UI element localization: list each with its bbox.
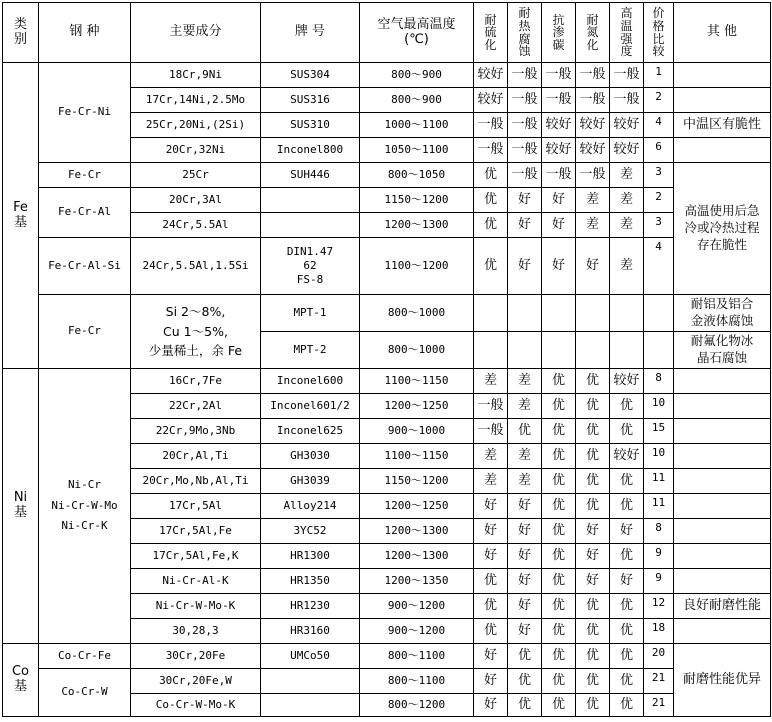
nitr-cell: 优: [576, 594, 610, 619]
header-temp: 空气最高温度 (℃): [360, 3, 474, 63]
composition-cell: Ni-Cr-W-Mo-K: [131, 594, 261, 619]
price-cell: 10: [644, 394, 674, 419]
composition-cell: 22Cr,9Mo,3Nb: [131, 419, 261, 444]
sulfur-cell: 好: [474, 544, 508, 569]
price-cell: 20: [644, 644, 674, 669]
temp-cell: 900～1200: [360, 594, 474, 619]
sulfur-cell: 较好: [474, 63, 508, 88]
grade-cell: HR1350: [261, 569, 360, 594]
temp-cell: 900～1000: [360, 419, 474, 444]
temp-cell: 1100～1150: [360, 444, 474, 469]
composition-cell: 17Cr,14Ni,2.5Mo: [131, 88, 261, 113]
temp-cell: 1150～1200: [360, 188, 474, 213]
steel-fecralsi: Fe-Cr-Al-Si: [39, 238, 131, 295]
steel-cocrw: Co-Cr-W: [39, 669, 131, 717]
hotcorr-cell: 好: [508, 238, 542, 295]
note-cell: [674, 519, 771, 544]
temp-cell: 800～1100: [360, 644, 474, 669]
grade-cell: GH3030: [261, 444, 360, 469]
nitr-cell: 优: [576, 369, 610, 394]
strength-cell: 一般: [610, 88, 644, 113]
carb-cell: 优: [542, 369, 576, 394]
sulfur-cell: 一般: [474, 113, 508, 138]
composition-cell: 18Cr,9Ni: [131, 63, 261, 88]
strength-cell: 优: [610, 544, 644, 569]
carb-cell: 优: [542, 594, 576, 619]
hotcorr-cell: 好: [508, 213, 542, 238]
sulfur-cell: 差: [474, 469, 508, 494]
strength-cell: 优: [610, 619, 644, 644]
nitr-cell: 好: [576, 544, 610, 569]
nitr-cell: 优: [576, 619, 610, 644]
grade-cell: 3YC52: [261, 519, 360, 544]
header-nitr: 耐 氮 化: [576, 3, 610, 63]
sulfur-cell: 一般: [474, 394, 508, 419]
header-grade: 牌 号: [261, 3, 360, 63]
table-row: [3, 369, 771, 394]
temp-cell: 800～1050: [360, 163, 474, 188]
composition-cell: 20Cr,Al,Ti: [131, 444, 261, 469]
header-hotcorr: 耐 热 腐 蚀: [508, 3, 542, 63]
sulfur-cell: 优: [474, 163, 508, 188]
hotcorr-cell: [508, 295, 542, 332]
table-row: [3, 188, 771, 213]
carb-cell: 较好: [542, 138, 576, 163]
hotcorr-cell: 好: [508, 619, 542, 644]
note-cell: [674, 138, 771, 163]
price-cell: 2: [644, 188, 674, 213]
nitr-cell: 优: [576, 694, 610, 717]
price-cell: 2: [644, 88, 674, 113]
price-cell: 21: [644, 694, 674, 717]
group-ni: Ni 基: [3, 369, 39, 644]
grade-cell: MPT-2: [261, 332, 360, 369]
nitr-cell: 一般: [576, 88, 610, 113]
carb-cell: 一般: [542, 63, 576, 88]
composition-cell: 30Cr,20Fe,W: [131, 669, 261, 694]
strength-cell: 优: [610, 594, 644, 619]
price-cell: 10: [644, 444, 674, 469]
price-cell: 3: [644, 213, 674, 238]
steel-fecrni: Fe-Cr-Ni: [39, 63, 131, 163]
nitr-cell: 优: [576, 394, 610, 419]
note-cell: [674, 544, 771, 569]
carb-cell: 优: [542, 419, 576, 444]
header-sulfur: 耐 硫 化: [474, 3, 508, 63]
temp-cell: 1200～1250: [360, 494, 474, 519]
carb-cell: 一般: [542, 163, 576, 188]
grade-cell: HR1230: [261, 594, 360, 619]
temp-cell: 1100～1150: [360, 369, 474, 394]
sulfur-cell: 一般: [474, 419, 508, 444]
steel-cocrfe: Co-Cr-Fe: [39, 644, 131, 669]
steel-ni: Ni-Cr Ni-Cr-W-Mo Ni-Cr-K: [39, 369, 131, 644]
price-cell: 6: [644, 138, 674, 163]
strength-cell: 较好: [610, 369, 644, 394]
nitr-cell: 好: [576, 569, 610, 594]
price-cell: 1: [644, 63, 674, 88]
temp-cell: 1000～1100: [360, 113, 474, 138]
grade-cell: [261, 188, 360, 213]
strength-cell: 差: [610, 188, 644, 213]
temp-cell: 900～1200: [360, 619, 474, 644]
temp-cell: 1200～1300: [360, 519, 474, 544]
grade-cell: Inconel601/2: [261, 394, 360, 419]
note-midtemp: 中温区有脆性: [674, 113, 771, 138]
note-cell: [674, 444, 771, 469]
composition-cell: 24Cr,5.5Al: [131, 213, 261, 238]
carb-cell: 优: [542, 694, 576, 717]
composition-cell: 25Cr: [131, 163, 261, 188]
composition-cell: Ni-Cr-Al-K: [131, 569, 261, 594]
composition-cell: 30,28,3: [131, 619, 261, 644]
note-fluor: 耐氟化物冰 晶石腐蚀: [674, 332, 771, 369]
carb-cell: 优: [542, 444, 576, 469]
note-cell: [674, 619, 771, 644]
sulfur-cell: 优: [474, 238, 508, 295]
composition-cell: 17Cr,5Al,Fe,K: [131, 544, 261, 569]
hotcorr-cell: 好: [508, 519, 542, 544]
hotcorr-cell: 好: [508, 188, 542, 213]
grade-cell: Alloy214: [261, 494, 360, 519]
price-cell: 8: [644, 519, 674, 544]
carb-cell: 优: [542, 469, 576, 494]
nitr-cell: 优: [576, 469, 610, 494]
composition-cell: 17Cr,5Al,Fe: [131, 519, 261, 544]
table-row: [3, 669, 771, 694]
price-cell: [644, 332, 674, 369]
strength-cell: 好: [610, 519, 644, 544]
sulfur-cell: 较好: [474, 88, 508, 113]
temp-cell: 1050～1100: [360, 138, 474, 163]
price-cell: 21: [644, 669, 674, 694]
nitr-cell: 优: [576, 444, 610, 469]
header-steel: 钢 种: [39, 3, 131, 63]
strength-cell: 优: [610, 669, 644, 694]
alloy-comparison-table: [2, 2, 771, 717]
nitr-cell: 好: [576, 238, 610, 295]
strength-cell: 差: [610, 238, 644, 295]
carb-cell: [542, 332, 576, 369]
note-wear-co: 耐磨性能优异: [674, 644, 771, 717]
hotcorr-cell: 差: [508, 469, 542, 494]
price-cell: 9: [644, 569, 674, 594]
strength-cell: 优: [610, 394, 644, 419]
grade-cell: HR3160: [261, 619, 360, 644]
nitr-cell: 优: [576, 669, 610, 694]
carb-cell: 好: [542, 238, 576, 295]
carb-cell: 优: [542, 544, 576, 569]
sulfur-cell: 优: [474, 569, 508, 594]
header-carb: 抗 渗 碳: [542, 3, 576, 63]
header-row: [3, 3, 771, 63]
composition-cell: 17Cr,5Al: [131, 494, 261, 519]
table-row: [3, 644, 771, 669]
note-cell: [674, 469, 771, 494]
hotcorr-cell: 好: [508, 544, 542, 569]
temp-cell: 1150～1200: [360, 469, 474, 494]
strength-cell: 优: [610, 419, 644, 444]
note-cell: [674, 63, 771, 88]
grade-cell: [261, 669, 360, 694]
price-cell: 9: [644, 544, 674, 569]
strength-cell: [610, 295, 644, 332]
nitr-cell: [576, 295, 610, 332]
strength-cell: 较好: [610, 138, 644, 163]
nitr-cell: 优: [576, 419, 610, 444]
sulfur-cell: 好: [474, 694, 508, 717]
composition-cell: Co-Cr-W-Mo-K: [131, 694, 261, 717]
temp-cell: 800～1100: [360, 669, 474, 694]
nitr-cell: 一般: [576, 163, 610, 188]
carb-cell: 优: [542, 569, 576, 594]
price-cell: 4: [644, 113, 674, 138]
hotcorr-cell: 一般: [508, 138, 542, 163]
table-row: [3, 238, 771, 295]
grade-cell: UMCo50: [261, 644, 360, 669]
sulfur-cell: 优: [474, 188, 508, 213]
note-cell: [674, 419, 771, 444]
composition-cell: Si 2～8%, Cu 1～5%, 少量稀土，余 Fe: [131, 295, 261, 369]
hotcorr-cell: 一般: [508, 63, 542, 88]
price-cell: 18: [644, 619, 674, 644]
composition-cell: 20Cr,3Al: [131, 188, 261, 213]
carb-cell: 好: [542, 188, 576, 213]
hotcorr-cell: 优: [508, 419, 542, 444]
price-cell: [644, 295, 674, 332]
hotcorr-cell: 差: [508, 394, 542, 419]
composition-cell: 20Cr,32Ni: [131, 138, 261, 163]
nitr-cell: 一般: [576, 63, 610, 88]
grade-cell: SUH446: [261, 163, 360, 188]
strength-cell: [610, 332, 644, 369]
sulfur-cell: 好: [474, 669, 508, 694]
composition-cell: 25Cr,20Ni,(2Si): [131, 113, 261, 138]
price-cell: 8: [644, 369, 674, 394]
header-category: 类 别: [3, 3, 39, 63]
grade-cell: GH3039: [261, 469, 360, 494]
strength-cell: 优: [610, 469, 644, 494]
strength-cell: 较好: [610, 444, 644, 469]
sulfur-cell: 差: [474, 369, 508, 394]
sulfur-cell: 优: [474, 213, 508, 238]
hotcorr-cell: [508, 332, 542, 369]
grade-cell: SUS304: [261, 63, 360, 88]
sulfur-cell: 好: [474, 494, 508, 519]
temp-cell: 1200～1300: [360, 544, 474, 569]
nitr-cell: [576, 332, 610, 369]
carb-cell: 优: [542, 394, 576, 419]
temp-cell: 800～1000: [360, 332, 474, 369]
nitr-cell: 差: [576, 188, 610, 213]
temp-cell: 1200～1350: [360, 569, 474, 594]
sulfur-cell: [474, 295, 508, 332]
carb-cell: 优: [542, 619, 576, 644]
note-cell: [674, 369, 771, 394]
grade-cell: [261, 213, 360, 238]
temp-cell: 800～900: [360, 88, 474, 113]
nitr-cell: 优: [576, 644, 610, 669]
strength-cell: 一般: [610, 63, 644, 88]
carb-cell: 一般: [542, 88, 576, 113]
grade-cell: Inconel800: [261, 138, 360, 163]
nitr-cell: 差: [576, 213, 610, 238]
hotcorr-cell: 差: [508, 444, 542, 469]
temp-cell: 800～1000: [360, 295, 474, 332]
hotcorr-cell: 优: [508, 694, 542, 717]
table-row: [3, 63, 771, 88]
price-cell: 15: [644, 419, 674, 444]
grade-cell: HR1300: [261, 544, 360, 569]
steel-fecral: Fe-Cr-Al: [39, 188, 131, 238]
sulfur-cell: 好: [474, 519, 508, 544]
strength-cell: 优: [610, 644, 644, 669]
temp-cell: 1200～1250: [360, 394, 474, 419]
composition-cell: 20Cr,Mo,Nb,Al,Ti: [131, 469, 261, 494]
strength-cell: 优: [610, 694, 644, 717]
grade-cell: Inconel600: [261, 369, 360, 394]
strength-cell: 差: [610, 213, 644, 238]
nitr-cell: 好: [576, 519, 610, 544]
price-cell: 11: [644, 469, 674, 494]
carb-cell: [542, 295, 576, 332]
carb-cell: 优: [542, 519, 576, 544]
nitr-cell: 较好: [576, 138, 610, 163]
note-cell: [674, 394, 771, 419]
hotcorr-cell: 一般: [508, 88, 542, 113]
hotcorr-cell: 好: [508, 494, 542, 519]
note-wear-ni: 良好耐磨性能: [674, 594, 771, 619]
strength-cell: 好: [610, 569, 644, 594]
steel-fecr: Fe-Cr: [39, 163, 131, 188]
grade-cell: DIN1.47 62 FS-8: [261, 238, 360, 295]
hotcorr-cell: 优: [508, 644, 542, 669]
sulfur-cell: 一般: [474, 138, 508, 163]
grade-cell: [261, 694, 360, 717]
grade-cell: SUS316: [261, 88, 360, 113]
strength-cell: 优: [610, 494, 644, 519]
note-alum: 耐铝及铝合 金液体腐蚀: [674, 295, 771, 332]
steel-fecr-mpt: Fe-Cr: [39, 295, 131, 369]
carb-cell: 优: [542, 644, 576, 669]
price-cell: 12: [644, 594, 674, 619]
hotcorr-cell: 一般: [508, 163, 542, 188]
header-other: 其 他: [674, 3, 771, 63]
sulfur-cell: 好: [474, 644, 508, 669]
table-row: [3, 163, 771, 188]
note-cell: [674, 494, 771, 519]
carb-cell: 优: [542, 494, 576, 519]
hotcorr-cell: 好: [508, 569, 542, 594]
strength-cell: 较好: [610, 113, 644, 138]
header-price: 价 格 比 较: [644, 3, 674, 63]
temp-cell: 1100～1200: [360, 238, 474, 295]
sulfur-cell: 优: [474, 619, 508, 644]
table-row: [3, 295, 771, 332]
temp-cell: 1200～1300: [360, 213, 474, 238]
grade-cell: SUS310: [261, 113, 360, 138]
hotcorr-cell: 一般: [508, 113, 542, 138]
price-cell: 11: [644, 494, 674, 519]
hotcorr-cell: 优: [508, 669, 542, 694]
group-fe: Fe 基: [3, 63, 39, 369]
carb-cell: 好: [542, 213, 576, 238]
note-cell: [674, 88, 771, 113]
grade-cell: MPT-1: [261, 295, 360, 332]
temp-cell: 800～1200: [360, 694, 474, 717]
header-composition: 主要成分: [131, 3, 261, 63]
composition-cell: 24Cr,5.5Al,1.5Si: [131, 238, 261, 295]
nitr-cell: 较好: [576, 113, 610, 138]
carb-cell: 优: [542, 669, 576, 694]
composition-cell: 30Cr,20Fe: [131, 644, 261, 669]
sulfur-cell: [474, 332, 508, 369]
nitr-cell: 优: [576, 494, 610, 519]
group-co: Co 基: [3, 644, 39, 717]
note-cell: [674, 569, 771, 594]
sulfur-cell: 差: [474, 444, 508, 469]
header-strength: 高 温 强 度: [610, 3, 644, 63]
price-cell: 3: [644, 163, 674, 188]
hotcorr-cell: 差: [508, 369, 542, 394]
price-cell: 4: [644, 238, 674, 295]
carb-cell: 较好: [542, 113, 576, 138]
sulfur-cell: 优: [474, 594, 508, 619]
composition-cell: 16Cr,7Fe: [131, 369, 261, 394]
grade-cell: Inconel625: [261, 419, 360, 444]
note-brittle: 高温使用后急 冷或冷热过程 存在脆性: [674, 163, 771, 295]
strength-cell: 差: [610, 163, 644, 188]
hotcorr-cell: 好: [508, 594, 542, 619]
temp-cell: 800～900: [360, 63, 474, 88]
composition-cell: 22Cr,2Al: [131, 394, 261, 419]
